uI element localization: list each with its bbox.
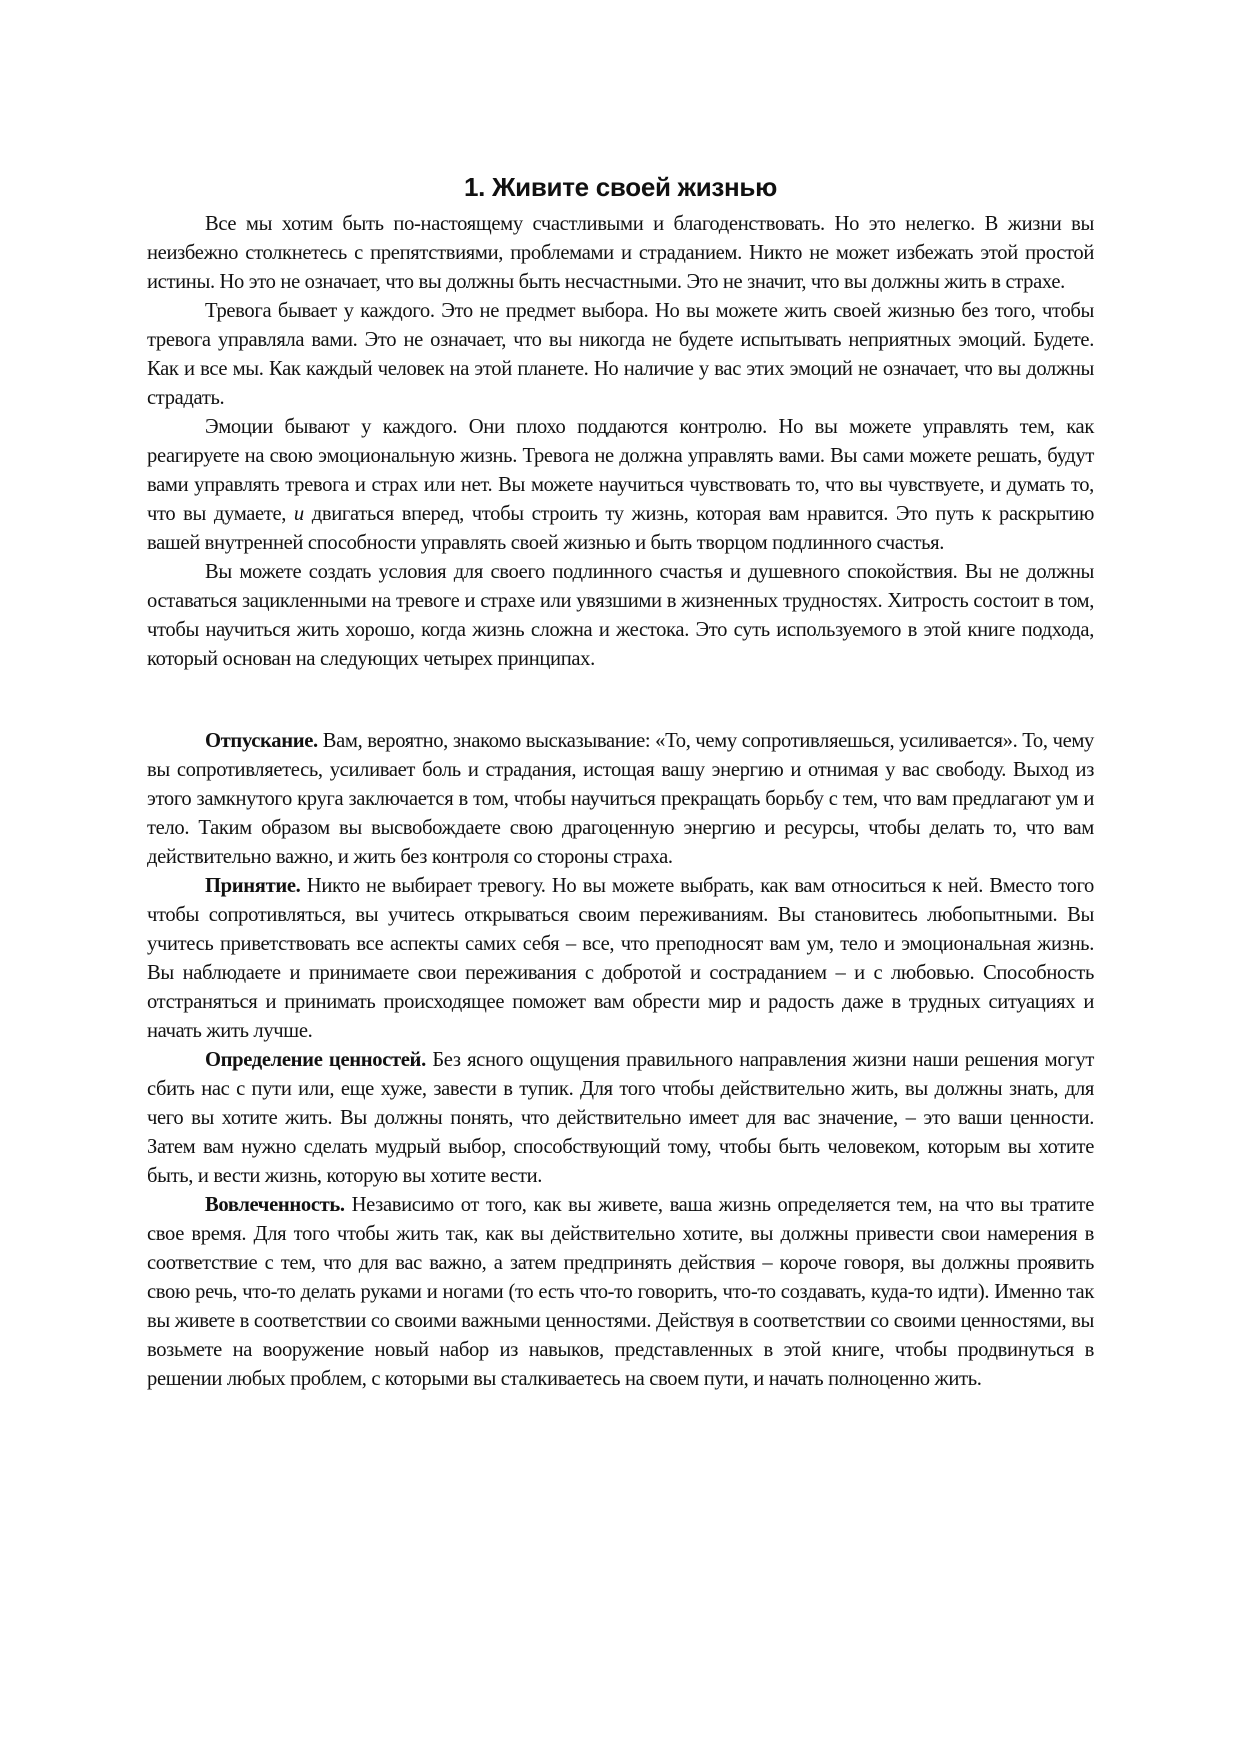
italic-run: и (293, 503, 304, 525)
principle-text: Вам, вероятно, знакомо высказывание: «То, чему сопротивляешься, усиливается». То, чему вы сопротивляетесь, усиливает боль и страдания, истощая вашу энергию и отнимая у вас свободу. Выход из этого замкнутого круга заключается в том, чтобы научиться прекращать борьбу с тем, что вам предлагают ум и тело. Таким образом вы высвобождаете свою драгоценную энергию и ресурсы, чтобы делать то, что вам действительно важно, и жить без контроля со стороны страха. (147, 730, 1094, 868)
text-run: двигаться вперед, чтобы строить ту жизнь, которая вам нравится. Это путь к раскрытию вашей внутренней способности управлять своей жизнью и быть творцом подлинного счастья. (147, 503, 1094, 554)
paragraph: Вы можете создать условия для своего подлинного счастья и душевного спокойствия. Вы не должны оставаться зацикленными на тревоге и страхе или увязшими в жизненных трудностях. Хитрость состоит в том, чтобы научиться жить хорошо, когда жизнь сложна и жестока. Это суть используемого в этой книге подхода, который основан на следующих четырех принципах. (147, 561, 1094, 670)
principle-term: Принятие. (205, 875, 301, 897)
paragraph: Все мы хотим быть по-настоящему счастливыми и благоденствовать. Но это нелегко. В жизни вы неизбежно столкнетесь с препятствиями, проблемами и страданием. Никто не может избежать этой простой истины. Но это не означает, что вы должны быть несчастными. Это не значит, что вы должны жить в страхе. (147, 213, 1094, 293)
paragraph: Тревога бывает у каждого. Это не предмет выбора. Но вы можете жить своей жизнью без того, чтобы тревога управляла вами. Это не означает, что вы никогда не будете испытывать неприятных эмоций. Будете. Как и все мы. Как каждый человек на этой планете. Но наличие у вас этих эмоций не означает, что вы должны страдать. (147, 300, 1094, 409)
principle-values (147, 1046, 1094, 1191)
principle-text: Независимо от того, как вы живете, ваша жизнь определяется тем, на что вы тратите свое время. Для того чтобы жить так, как вы действительно хотите, вы должны привести свои намерения в соответствие с тем, что для вас важно, а затем предпринять действия – короче говоря, вы должны проявить свою речь, что-то делать руками и ногами (то есть что-то говорить, что-то создавать, куда-то идти). Именно так вы живете в соответствии со своими важными ценностями. Действуя в соответствии со своими ценностями, вы возьмете на вооружение новый набор из навыков, представленных в этой книге, чтобы продвинуться в решении любых проблем, с которыми вы сталкиваетесь на своем пути, и начать полноценно жить. (147, 1194, 1094, 1390)
principles-section (147, 727, 1094, 1394)
principle-text: Без ясного ощущения правильного направления жизни наши решения могут сбить нас с пути или, еще хуже, завести в тупик. Для того чтобы действительно жить, вы должны знать, для чего вы хотите жить. Вы должны понять, что действительно имеет для вас значение, – это ваши ценности. Затем вам нужно сделать мудрый выбор, способствующий тому, чтобы быть человеком, которым вы хотите быть, и вести жизнь, которую вы хотите вести. (147, 1049, 1094, 1187)
principle-term: Определение ценностей. (205, 1049, 426, 1071)
principle-acceptance (147, 872, 1094, 1046)
principle-engagement (147, 1191, 1094, 1394)
principle-term: Отпускание. (205, 730, 318, 752)
principle-term: Вовлеченность. (205, 1194, 345, 1216)
paragraph (147, 413, 1094, 558)
principle-text: Никто не выбирает тревогу. Но вы можете выбрать, как вам относиться к ней. Вместо того чтобы сопротивляться, вы учитесь открываться своим переживаниям. Вы становитесь любопытными. Вы учитесь приветствовать все аспекты самих себя – все, что преподносят вам ум, тело и эмоциональная жизнь. Вы наблюдаете и принимаете свои переживания с добротой и состраданием – и с любовью. Способность отстраняться и принимать происходящее поможет вам обрести мир и радость даже в трудных ситуациях и начать жить лучше. (147, 875, 1094, 1042)
text-run: Эмоции бывают у каждого. Они плохо поддаются контролю. Но вы можете управлять тем, как реагируете на свою эмоциональную жизнь. Тревога не должна управлять вами. Вы сами можете решать, будут вами управлять тревога и страх или нет. Вы можете научиться чувствовать то, что вы чувствуете, и думать то, что вы думаете, (147, 416, 1094, 525)
intro-section (147, 210, 1094, 674)
chapter-title: 1. Живите своей жизнью (463, 172, 778, 202)
principle-letting-go (147, 727, 1094, 872)
